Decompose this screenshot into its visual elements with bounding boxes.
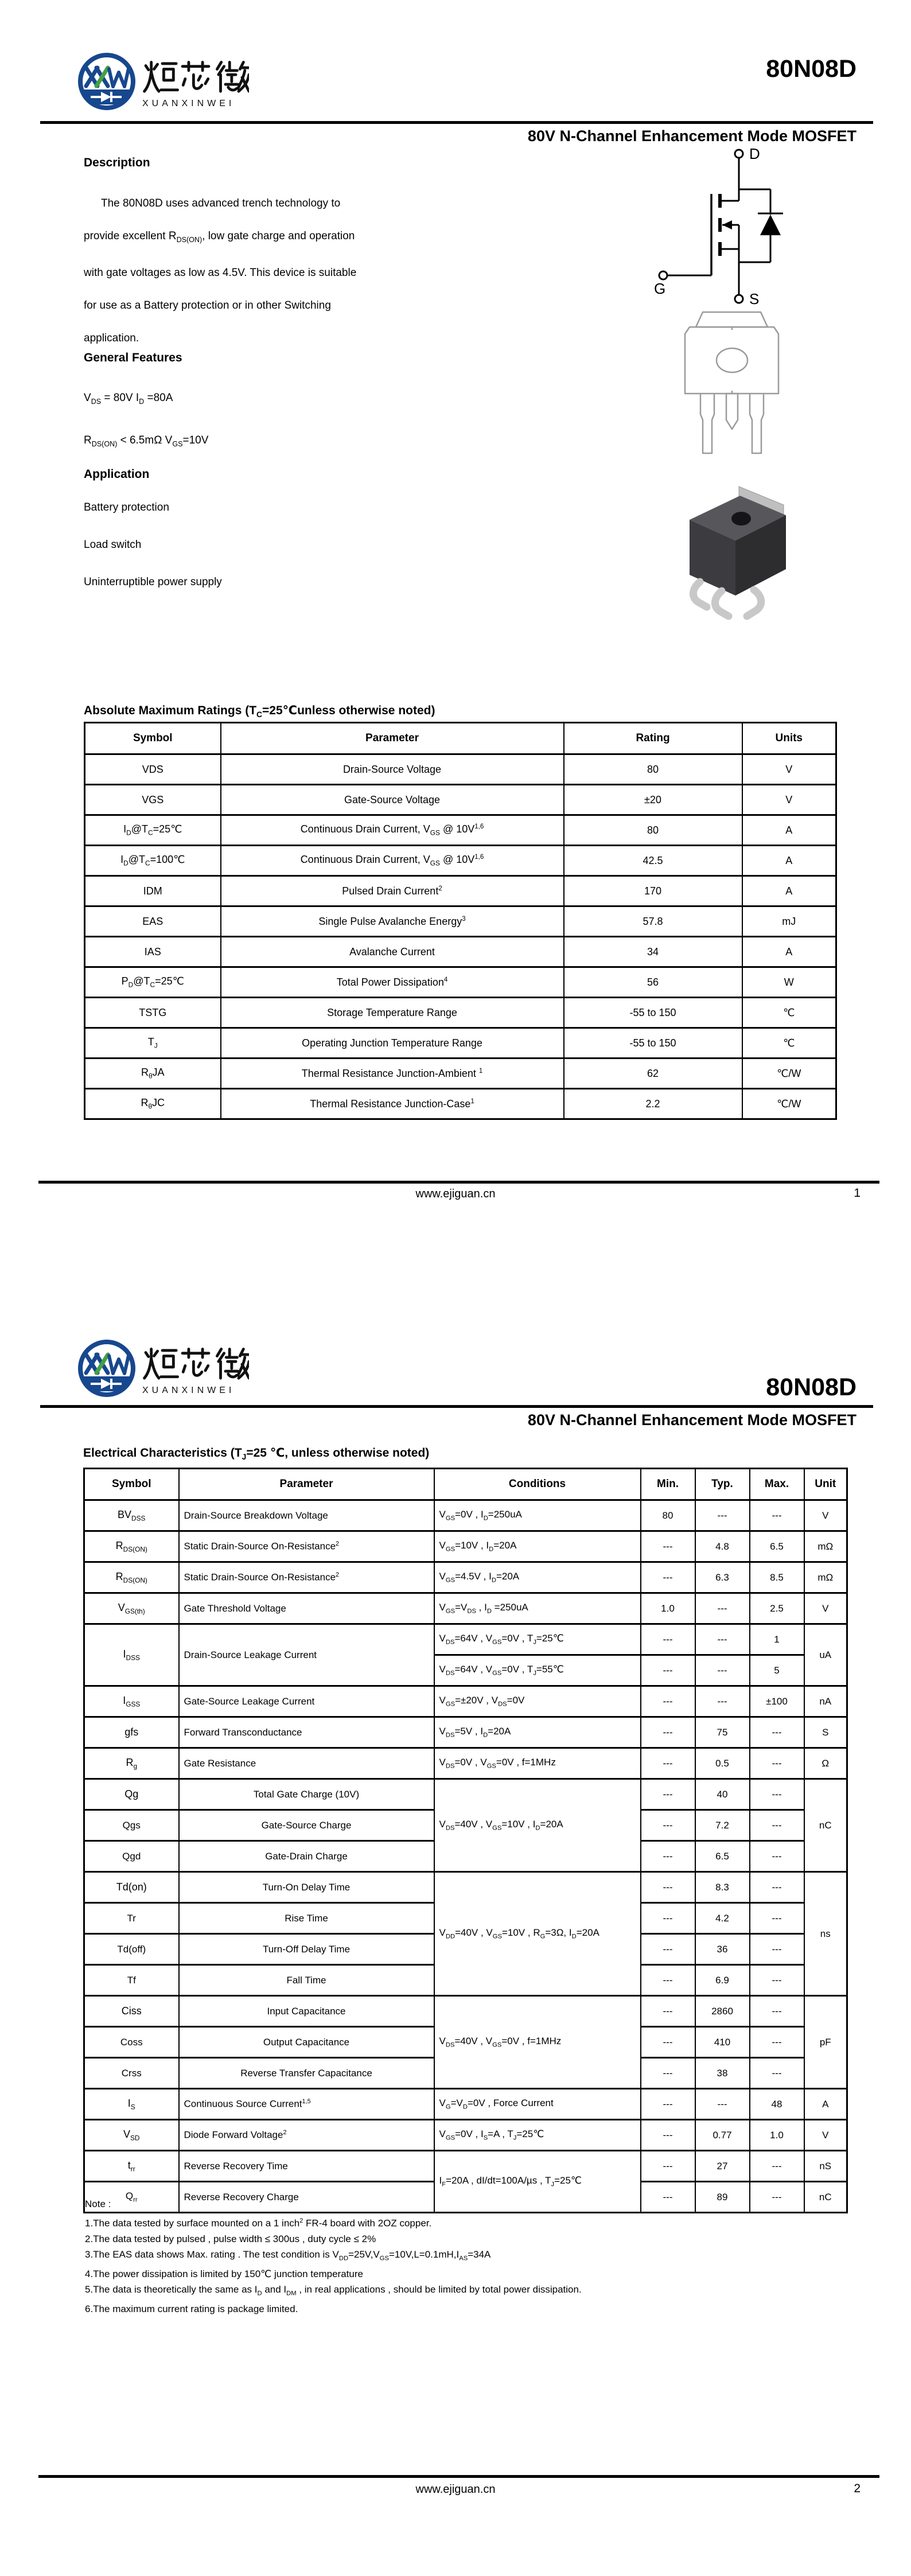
table-cell: $I_D@T_C=25℃$ bbox=[85, 815, 221, 846]
table-cell: Continuous Source Current$^{1,5}$ bbox=[179, 2089, 434, 2120]
footer-website: www.ejiguan.cn bbox=[415, 1188, 496, 1200]
table-cell: --- bbox=[750, 1500, 804, 1531]
table-cell: 7.2 bbox=[695, 1810, 750, 1841]
table-cell: 410 bbox=[695, 2027, 750, 2058]
description-heading: Description bbox=[84, 156, 150, 169]
header-rule bbox=[40, 121, 873, 124]
table-cell: 38 bbox=[695, 2058, 750, 2089]
table-cell: 40 bbox=[695, 1779, 750, 1810]
table-row bbox=[84, 1593, 847, 1624]
table-cell: --- bbox=[750, 1903, 804, 1934]
brand-latin-name: XUANXINWEI bbox=[142, 1386, 235, 1395]
table-cell: V bbox=[804, 2120, 847, 2151]
table-row bbox=[84, 1996, 847, 2027]
table-cell: Static Drain-Source On-Resistance$^2$ bbox=[179, 1531, 434, 1562]
table-cell: Coss bbox=[84, 2027, 179, 2058]
table-cell: A bbox=[742, 815, 836, 846]
table-cell: --- bbox=[641, 1624, 695, 1655]
table-cell: --- bbox=[750, 1717, 804, 1748]
table-cell: --- bbox=[641, 1810, 695, 1841]
part-number: 80N08D bbox=[766, 55, 857, 83]
part-number: 80N08D bbox=[766, 1373, 857, 1401]
brand-chinese-name bbox=[142, 1348, 249, 1381]
table-cell: $V_{DS}=0V$ , $V_{GS}=0V$ , f=1MHz bbox=[434, 1748, 641, 1779]
package-outline-drawing bbox=[670, 310, 793, 458]
table-cell: V bbox=[804, 1593, 847, 1624]
table-cell: Qgs bbox=[84, 1810, 179, 1841]
table-cell: $R_\theta JA$ bbox=[85, 1059, 221, 1089]
table-cell: $R_{DS(ON)}$ bbox=[84, 1531, 179, 1562]
table-cell: $Q_{rr}$ bbox=[84, 2182, 179, 2213]
channel-arrow-icon bbox=[722, 220, 732, 229]
table-cell: 8.5 bbox=[750, 1562, 804, 1593]
table-cell: --- bbox=[641, 2027, 695, 2058]
table-cell: Output Capacitance bbox=[179, 2027, 434, 2058]
table-cell: ±100 bbox=[750, 1686, 804, 1717]
table-cell: --- bbox=[750, 1965, 804, 1996]
column-header: Conditions bbox=[434, 1469, 641, 1500]
table-cell: Forward Transconductance bbox=[179, 1717, 434, 1748]
table-cell: Diode Forward Voltage$^2$ bbox=[179, 2120, 434, 2151]
table-cell: 62 bbox=[564, 1059, 742, 1089]
table-row bbox=[84, 1748, 847, 1779]
table-cell: --- bbox=[750, 2058, 804, 2089]
application-list bbox=[84, 489, 222, 601]
table-cell: 1.0 bbox=[750, 2120, 804, 2151]
table-cell: Crss bbox=[84, 2058, 179, 2089]
table-cell: ±20 bbox=[564, 785, 742, 815]
note-item: 2.The data tested by pulsed , pulse width ≤ 300us , duty cycle ≤ 2% bbox=[85, 2233, 376, 2244]
table-cell: --- bbox=[750, 1779, 804, 1810]
table-cell: 75 bbox=[695, 1717, 750, 1748]
electrical-heading: Electrical Characteristics ($T_J=25$ ℃, unless otherwise noted) bbox=[83, 1446, 430, 1462]
column-header: Symbol bbox=[85, 723, 221, 754]
brand-chinese-name bbox=[142, 61, 249, 94]
table-cell: Qg bbox=[84, 1779, 179, 1810]
table-cell: EAS bbox=[85, 906, 221, 937]
table-row bbox=[84, 1500, 847, 1531]
table-cell: $t_{rr}$ bbox=[84, 2151, 179, 2182]
package-photo-3d bbox=[677, 483, 795, 631]
table-row bbox=[84, 2089, 847, 2120]
footer-rule bbox=[38, 2475, 879, 2478]
table-row bbox=[85, 1059, 836, 1089]
table-cell: Reverse Recovery Time bbox=[179, 2151, 434, 2182]
table-cell: A bbox=[742, 876, 836, 906]
table-cell: A bbox=[742, 937, 836, 967]
table-cell: 8.3 bbox=[695, 1872, 750, 1903]
column-header: Parameter bbox=[179, 1469, 434, 1500]
table-cell: ℃ bbox=[742, 1028, 836, 1059]
table-cell: --- bbox=[641, 1872, 695, 1903]
table-cell: Ciss bbox=[84, 1996, 179, 2027]
description-body: The 80N08D uses advanced trench technology to provide excellent $R_{DS(ON)}$, low gate charge and operation with gate voltages as low as 4.5V. This device is suitable for use as a Battery protection or in other Switching application. bbox=[84, 197, 357, 344]
table-cell: Pulsed Drain Current$^2$ bbox=[221, 876, 564, 906]
table-cell: --- bbox=[641, 1965, 695, 1996]
note-item: 6.The maximum current rating is package limited. bbox=[85, 2303, 298, 2315]
drain-label: D bbox=[749, 145, 760, 162]
table-cell: Continuous Drain Current, $V_{GS}$ @ $10V^{1,6}$ bbox=[221, 815, 564, 846]
table-cell: 56 bbox=[564, 967, 742, 998]
table-cell: Drain-Source Voltage bbox=[221, 754, 564, 785]
note-item: 4.The power dissipation is limited by 150℃ junction temperature bbox=[85, 2268, 363, 2280]
table-cell: $V_{GS}=V_{DS}$ , $I_D =250uA$ bbox=[434, 1593, 641, 1624]
table-cell: --- bbox=[641, 1748, 695, 1779]
table-cell: 6.3 bbox=[695, 1562, 750, 1593]
feature-line: $R_{DS(ON)} < 6.5m\Omega$ $V_{GS}=10V$ bbox=[84, 434, 209, 448]
table-cell: 57.8 bbox=[564, 906, 742, 937]
brand-text bbox=[142, 1348, 249, 1396]
table-cell: 2.2 bbox=[564, 1089, 742, 1119]
abs-max-heading: Absolute Maximum Ratings ($T_C=25℃unless$ otherwise noted) bbox=[84, 704, 435, 719]
table-cell: mΩ bbox=[804, 1562, 847, 1593]
table-cell: --- bbox=[641, 1562, 695, 1593]
table-cell: --- bbox=[641, 1996, 695, 2027]
table-cell: Gate-Source Leakage Current bbox=[179, 1686, 434, 1717]
table-cell: nS bbox=[804, 2151, 847, 2182]
table-cell: mJ bbox=[742, 906, 836, 937]
table-cell: $V_{DS}=64V$ , $V_{GS}=0V$ , $T_J=55℃$ bbox=[434, 1655, 641, 1686]
table-cell: TSTG bbox=[85, 998, 221, 1028]
table-cell: --- bbox=[641, 1717, 695, 1748]
source-label: S bbox=[749, 290, 760, 308]
table-cell: Operating Junction Temperature Range bbox=[221, 1028, 564, 1059]
abs-max-table bbox=[84, 722, 837, 1120]
footer-rule bbox=[38, 1181, 879, 1184]
table-row bbox=[85, 906, 836, 937]
table-cell: S bbox=[804, 1717, 847, 1748]
table-cell: --- bbox=[641, 1934, 695, 1965]
table-cell: --- bbox=[695, 1500, 750, 1531]
table-row bbox=[84, 1686, 847, 1717]
table-cell: 1 bbox=[750, 1624, 804, 1655]
body-diode-icon bbox=[760, 215, 781, 235]
table-cell: $V_{GS}=10V$ , $I_D=20A$ bbox=[434, 1531, 641, 1562]
table-cell: --- bbox=[750, 1748, 804, 1779]
application-heading: Application bbox=[84, 468, 150, 481]
table-cell: Reverse Transfer Capacitance bbox=[179, 2058, 434, 2089]
table-cell: Turn-Off Delay Time bbox=[179, 1934, 434, 1965]
table-cell: Rise Time bbox=[179, 1903, 434, 1934]
table-cell: Storage Temperature Range bbox=[221, 998, 564, 1028]
table-cell: A bbox=[804, 2089, 847, 2120]
table-cell: Drain-Source Breakdown Voltage bbox=[179, 1500, 434, 1531]
table-row bbox=[85, 967, 836, 998]
table-cell: --- bbox=[695, 2089, 750, 2120]
table-cell: --- bbox=[750, 2151, 804, 2182]
table-cell: 80 bbox=[641, 1500, 695, 1531]
table-row bbox=[85, 876, 836, 906]
table-cell: Td(off) bbox=[84, 1934, 179, 1965]
table-cell: 4.2 bbox=[695, 1903, 750, 1934]
table-cell: Input Capacitance bbox=[179, 1996, 434, 2027]
table-cell: 6.5 bbox=[750, 1531, 804, 1562]
table-cell: $I_{DSS}$ bbox=[84, 1624, 179, 1686]
table-cell: $T_J$ bbox=[85, 1028, 221, 1059]
table-row bbox=[85, 846, 836, 876]
table-cell: Gate Threshold Voltage bbox=[179, 1593, 434, 1624]
header-rule bbox=[40, 1405, 873, 1408]
table-cell: --- bbox=[641, 2058, 695, 2089]
table-row bbox=[85, 998, 836, 1028]
table-row bbox=[85, 815, 836, 846]
table-cell: Static Drain-Source On-Resistance$^2$ bbox=[179, 1562, 434, 1593]
table-cell: nC bbox=[804, 1779, 847, 1872]
table-cell: 89 bbox=[695, 2182, 750, 2213]
table-cell: 27 bbox=[695, 2151, 750, 2182]
column-header: Parameter bbox=[221, 723, 564, 754]
mounting-hole bbox=[731, 512, 751, 526]
brand-latin-name: XUANXINWEI bbox=[142, 99, 235, 108]
table-cell: Gate-Drain Charge bbox=[179, 1841, 434, 1872]
table-cell: $V_{DS}=40V$ , $V_{GS}=0V$ , f=1MHz bbox=[434, 1996, 641, 2089]
table-row bbox=[84, 1531, 847, 1562]
table-cell: $I_{GSS}$ bbox=[84, 1686, 179, 1717]
table-cell: ns bbox=[804, 1872, 847, 1996]
column-header: Rating bbox=[564, 723, 742, 754]
table-cell: Avalanche Current bbox=[221, 937, 564, 967]
table-cell: 6.9 bbox=[695, 1965, 750, 1996]
brand-logo-icon bbox=[77, 52, 137, 112]
brand-logo-icon bbox=[77, 1338, 137, 1399]
note-item: 5.The data is theoretically the same as $I_D$ and $I_{DM}$ , in real applications , should be limited by total power dissipation. bbox=[85, 2284, 582, 2297]
table-cell: 34 bbox=[564, 937, 742, 967]
table-cell: 0.5 bbox=[695, 1748, 750, 1779]
column-header: Units bbox=[742, 723, 836, 754]
page-number: 2 bbox=[854, 2482, 861, 2495]
table-cell: Total Power Dissipation$^4$ bbox=[221, 967, 564, 998]
table-cell: Turn-On Delay Time bbox=[179, 1872, 434, 1903]
table-cell: --- bbox=[750, 1996, 804, 2027]
table-cell: --- bbox=[750, 1872, 804, 1903]
table-cell: uA bbox=[804, 1624, 847, 1686]
gate-label: G bbox=[654, 280, 666, 297]
table-cell: --- bbox=[695, 1686, 750, 1717]
table-row bbox=[84, 2151, 847, 2182]
table-cell: $V_{GS}=4.5V$ , $I_D=20A$ bbox=[434, 1562, 641, 1593]
table-row bbox=[85, 1089, 836, 1119]
table-cell: --- bbox=[641, 1841, 695, 1872]
table-cell: --- bbox=[750, 1841, 804, 1872]
table-cell: Gate-Source Charge bbox=[179, 1810, 434, 1841]
table-cell: Continuous Drain Current, $V_{GS}$ @ $10V^{1,6}$ bbox=[221, 846, 564, 876]
table-cell: A bbox=[742, 846, 836, 876]
note-item: 1.The data tested by surface mounted on a 1 inch$^2$ FR-4 board with 2OZ copper. bbox=[85, 2217, 432, 2229]
table-cell: $I_F=20A$ , dI/dt=100A/µs , $T_J=25℃$ bbox=[434, 2151, 641, 2213]
table-row bbox=[85, 754, 836, 785]
table-cell: --- bbox=[641, 2151, 695, 2182]
table-cell: --- bbox=[641, 2120, 695, 2151]
table-cell: 42.5 bbox=[564, 846, 742, 876]
table-cell: Thermal Resistance Junction-Case$^1$ bbox=[221, 1089, 564, 1119]
page-subtitle: 80V N-Channel Enhancement Mode MOSFET bbox=[527, 1411, 857, 1429]
table-cell: IAS bbox=[85, 937, 221, 967]
table-row bbox=[84, 2120, 847, 2151]
table-cell: nA bbox=[804, 1686, 847, 1717]
table-cell: --- bbox=[750, 2027, 804, 2058]
table-cell: VDS bbox=[85, 754, 221, 785]
table-cell: Drain-Source Leakage Current bbox=[179, 1624, 434, 1686]
table-row bbox=[85, 1028, 836, 1059]
table-cell: Reverse Recovery Charge bbox=[179, 2182, 434, 2213]
table-row bbox=[84, 1872, 847, 1903]
table-cell: 80 bbox=[564, 754, 742, 785]
table-cell: Td(on) bbox=[84, 1872, 179, 1903]
column-header: Unit bbox=[804, 1469, 847, 1500]
table-cell: ℃ bbox=[742, 998, 836, 1028]
column-header: Symbol bbox=[84, 1469, 179, 1500]
table-cell: pF bbox=[804, 1996, 847, 2089]
table-cell: --- bbox=[641, 1686, 695, 1717]
table-cell: V bbox=[742, 754, 836, 785]
table-cell: $V_{SD}$ bbox=[84, 2120, 179, 2151]
table-row bbox=[84, 1562, 847, 1593]
table-cell: 1.0 bbox=[641, 1593, 695, 1624]
feature-line: $V_{DS} = 80V$ $I_D =80A$ bbox=[84, 392, 173, 406]
page-subtitle: 80V N-Channel Enhancement Mode MOSFET bbox=[527, 127, 857, 145]
table-cell: $V_{GS(th)}$ bbox=[84, 1593, 179, 1624]
table-cell: V bbox=[742, 785, 836, 815]
table-cell: --- bbox=[641, 1655, 695, 1686]
table-row bbox=[85, 937, 836, 967]
table-cell: V bbox=[804, 1500, 847, 1531]
table-cell: 2.5 bbox=[750, 1593, 804, 1624]
table-cell: $I_D@T_C=100℃$ bbox=[85, 846, 221, 876]
table-cell: --- bbox=[750, 1810, 804, 1841]
mosfet-symbol-diagram bbox=[641, 145, 813, 308]
table-row bbox=[84, 1624, 847, 1655]
table-cell: 48 bbox=[750, 2089, 804, 2120]
table-cell: Tr bbox=[84, 1903, 179, 1934]
table-cell: $V_{DS}=5V$ , $I_D=20A$ bbox=[434, 1717, 641, 1748]
footer-website: www.ejiguan.cn bbox=[415, 2483, 496, 2496]
table-cell: Gate Resistance bbox=[179, 1748, 434, 1779]
column-header: Max. bbox=[750, 1469, 804, 1500]
table-cell: $V_{DS}=64V$ , $V_{GS}=0V$ , $T_J=25℃$ bbox=[434, 1624, 641, 1655]
table-cell: 5 bbox=[750, 1655, 804, 1686]
table-cell: --- bbox=[641, 1531, 695, 1562]
table-cell: $V_{GS}=0V$ , $I_D=250uA$ bbox=[434, 1500, 641, 1531]
column-header: Min. bbox=[641, 1469, 695, 1500]
table-cell: -55 to 150 bbox=[564, 998, 742, 1028]
table-cell: --- bbox=[750, 1934, 804, 1965]
page-number: 1 bbox=[854, 1186, 861, 1200]
table-cell: --- bbox=[641, 2089, 695, 2120]
table-cell: 0.77 bbox=[695, 2120, 750, 2151]
table-cell: gfs bbox=[84, 1717, 179, 1748]
table-cell: Ω bbox=[804, 1748, 847, 1779]
table-cell: Fall Time bbox=[179, 1965, 434, 1996]
table-cell: VGS bbox=[85, 785, 221, 815]
brand-header bbox=[77, 52, 249, 112]
table-cell: $V_{GS}=\pm 20V$ , $V_{DS}=0V$ bbox=[434, 1686, 641, 1717]
table-cell: $R_g$ bbox=[84, 1748, 179, 1779]
table-cell: Gate-Source Voltage bbox=[221, 785, 564, 815]
table-cell: 36 bbox=[695, 1934, 750, 1965]
table-cell: 4.8 bbox=[695, 1531, 750, 1562]
table-cell: --- bbox=[695, 1655, 750, 1686]
table-row bbox=[84, 1779, 847, 1810]
table-cell: --- bbox=[750, 2182, 804, 2213]
brand-text bbox=[142, 61, 249, 109]
table-cell: --- bbox=[641, 2182, 695, 2213]
table-cell: ℃/W bbox=[742, 1059, 836, 1089]
table-cell: $R_{DS(ON)}$ bbox=[84, 1562, 179, 1593]
table-cell: --- bbox=[641, 1903, 695, 1934]
table-cell: -55 to 150 bbox=[564, 1028, 742, 1059]
table-cell: mΩ bbox=[804, 1531, 847, 1562]
table-row bbox=[84, 1717, 847, 1748]
table-cell: Total Gate Charge (10V) bbox=[179, 1779, 434, 1810]
table-cell: $R_\theta JC$ bbox=[85, 1089, 221, 1119]
application-item: Load switch bbox=[84, 539, 142, 551]
table-cell: --- bbox=[695, 1624, 750, 1655]
table-cell: ℃/W bbox=[742, 1089, 836, 1119]
application-item: Battery protection bbox=[84, 501, 169, 513]
general-features-heading: General Features bbox=[84, 351, 182, 364]
notes-heading: Note : bbox=[85, 2198, 111, 2209]
table-cell: $V_{DS}=40V$ , $V_{GS}=10V$ , $I_D=20A$ bbox=[434, 1779, 641, 1872]
table-cell: --- bbox=[695, 1593, 750, 1624]
table-cell: $I_S$ bbox=[84, 2089, 179, 2120]
table-cell: 6.5 bbox=[695, 1841, 750, 1872]
electrical-table bbox=[83, 1468, 848, 2213]
table-cell: 170 bbox=[564, 876, 742, 906]
table-cell: W bbox=[742, 967, 836, 998]
table-cell: nC bbox=[804, 2182, 847, 2213]
table-cell: $P_D@T_C=25℃$ bbox=[85, 967, 221, 998]
application-item: Uninterruptible power supply bbox=[84, 576, 222, 588]
table-cell: Qgd bbox=[84, 1841, 179, 1872]
brand-header bbox=[77, 1338, 249, 1399]
table-cell: --- bbox=[641, 1779, 695, 1810]
table-cell: $BV_{DSS}$ bbox=[84, 1500, 179, 1531]
note-item: 3.The EAS data shows Max. rating . The test condition is $V_{DD}=25V,V_{GS}=10V,L=0.1mH,I_{AS}=34A$ bbox=[85, 2248, 491, 2262]
table-cell: 80 bbox=[564, 815, 742, 846]
general-features-list bbox=[84, 379, 208, 464]
table-cell: $V_{DD}=40V$ , $V_{GS}=10V$ , $R_G=3\Omega$, $I_D=20A$ bbox=[434, 1872, 641, 1996]
table-cell: Thermal Resistance Junction-Ambient $^1$ bbox=[221, 1059, 564, 1089]
table-cell: $V_G=V_D=0V$ , Force Current bbox=[434, 2089, 641, 2120]
table-cell: 2860 bbox=[695, 1996, 750, 2027]
table-row bbox=[85, 785, 836, 815]
table-cell: IDM bbox=[85, 876, 221, 906]
table-cell: $V_{GS}=0V$ , $I_S=A$ , $T_J=25℃$ bbox=[434, 2120, 641, 2151]
notes-list bbox=[85, 2213, 808, 2317]
column-header: Typ. bbox=[695, 1469, 750, 1500]
table-cell: Single Pulse Avalanche Energy$^3$ bbox=[221, 906, 564, 937]
table-cell: Tf bbox=[84, 1965, 179, 1996]
